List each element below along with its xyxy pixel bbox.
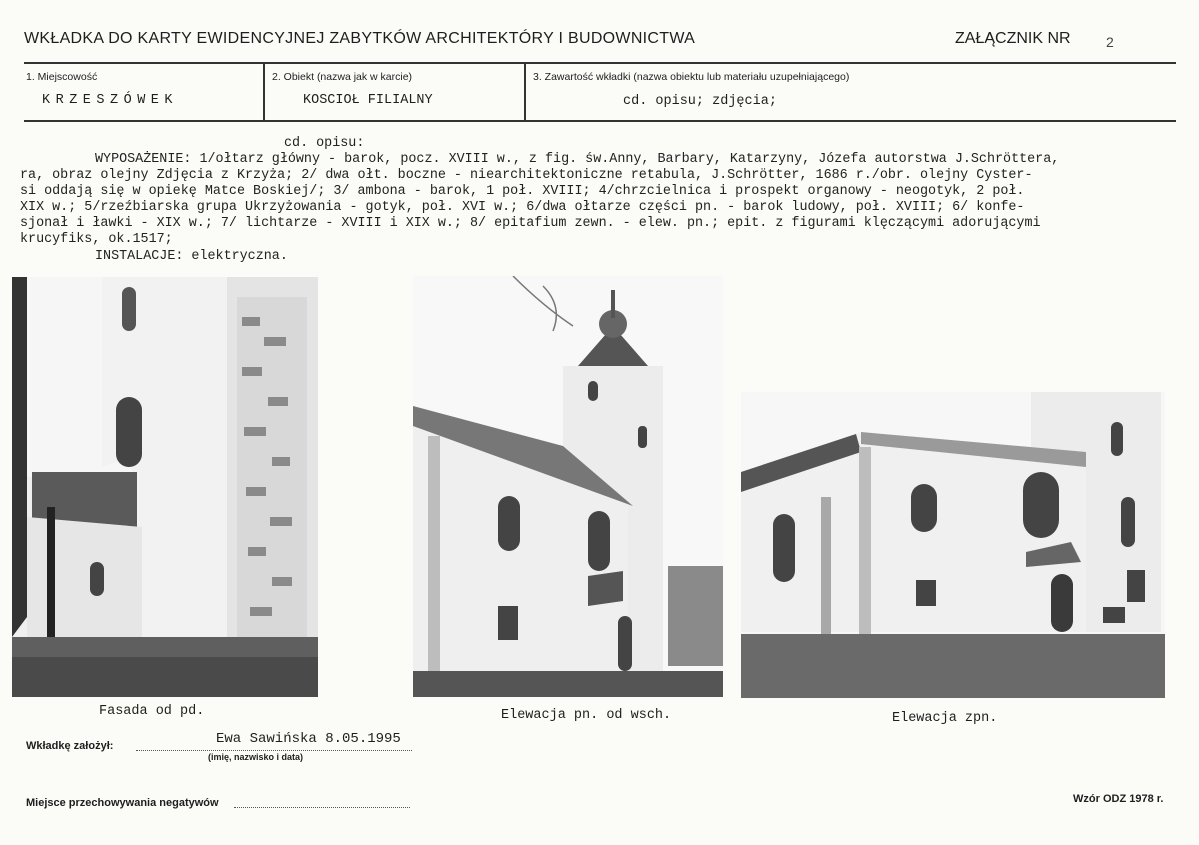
object-label: 2. Obiekt (nazwa jak w karcie)	[272, 71, 413, 83]
form-model: Wzór ODZ 1978 r.	[1073, 793, 1164, 805]
photo-northwest-elevation	[741, 392, 1165, 698]
header-rule-bottom	[24, 120, 1176, 122]
photo-caption: Fasada od pd.	[99, 704, 205, 719]
description-line: WYPOSAŻENIE: 1/ołtarz główny - barok, pocz. XVIII w., z fig. św.Anny, Barbary, Katarzyny, Józefa autorstwa J.Schröttera,	[95, 152, 1060, 167]
contents-label: 3. Zawartość wkładki (nazwa obiektu lub materiału uzupełniającego)	[533, 71, 850, 83]
description-line: sjonał i ławki - XIX w.; 7/ lichtarze - XVIII i XIX w.; 8/ epitafium zewn. - elew. pn.; epit. z figurami klęczącymi adorującymi	[20, 216, 1041, 231]
description-line: si oddają się w opiekę Matce Boskiej/; 3/ ambona - barok, 1 poł. XVIII; 4/chrzcielnica i prospekt organowy - neogotyk, 2 poł.	[20, 184, 1025, 199]
field-divider-1	[263, 63, 265, 120]
photo-caption: Elewacja zpn.	[892, 711, 998, 726]
annex-number: 2	[1106, 34, 1114, 50]
description-line: INSTALACJE: elektryczna.	[95, 249, 288, 264]
photo-south-facade	[12, 277, 318, 697]
negatives-label: Miejsce przechowywania negatywów	[26, 797, 219, 809]
author-hint: (imię, nazwisko i data)	[208, 752, 304, 762]
document-title: WKŁADKA DO KARTY EWIDENCYJNEJ ZABYTKÓW ARCHITEKTÓRY I BUDOWNICTWA	[24, 30, 696, 47]
photo-caption: Elewacja pn. od wsch.	[501, 708, 672, 723]
description-line: XIX w.; 5/rzeźbiarska grupa Ukrzyżowania - gotyk, poł. XVI w.; 6/dwa ołtarze części pn. - barok ludowy, poł. XVIII; 6/ konfe-	[20, 200, 1025, 215]
field-divider-2	[524, 63, 526, 120]
locality-value: KRZESZÓWEK	[42, 93, 179, 108]
contents-value: cd. opisu; zdjęcia;	[623, 94, 777, 109]
header-rule-top	[24, 62, 1176, 64]
description-line: krucyfiks, ok.1517;	[20, 232, 173, 247]
author-dotted-line	[136, 750, 412, 751]
description-line: ra, obraz olejny Zdjęcia z Krzyża; 2/ dwa ołt. boczne - niearchitektoniczne retabula, J.Schrötter, 1686 r./obr. olejny Cyster-	[20, 168, 1033, 183]
locality-label: 1. Miejscowość	[26, 71, 98, 83]
annex-label: ZAŁĄCZNIK NR	[955, 30, 1071, 47]
object-value: KOSCIOŁ FILIALNY	[303, 93, 433, 108]
author-label: Wkładkę założył:	[26, 740, 114, 752]
photo-north-elevation-east	[413, 276, 723, 697]
author-value: Ewa Sawińska 8.05.1995	[216, 731, 401, 747]
description-line: cd. opisu:	[284, 136, 365, 151]
negatives-dotted-line	[234, 807, 410, 808]
